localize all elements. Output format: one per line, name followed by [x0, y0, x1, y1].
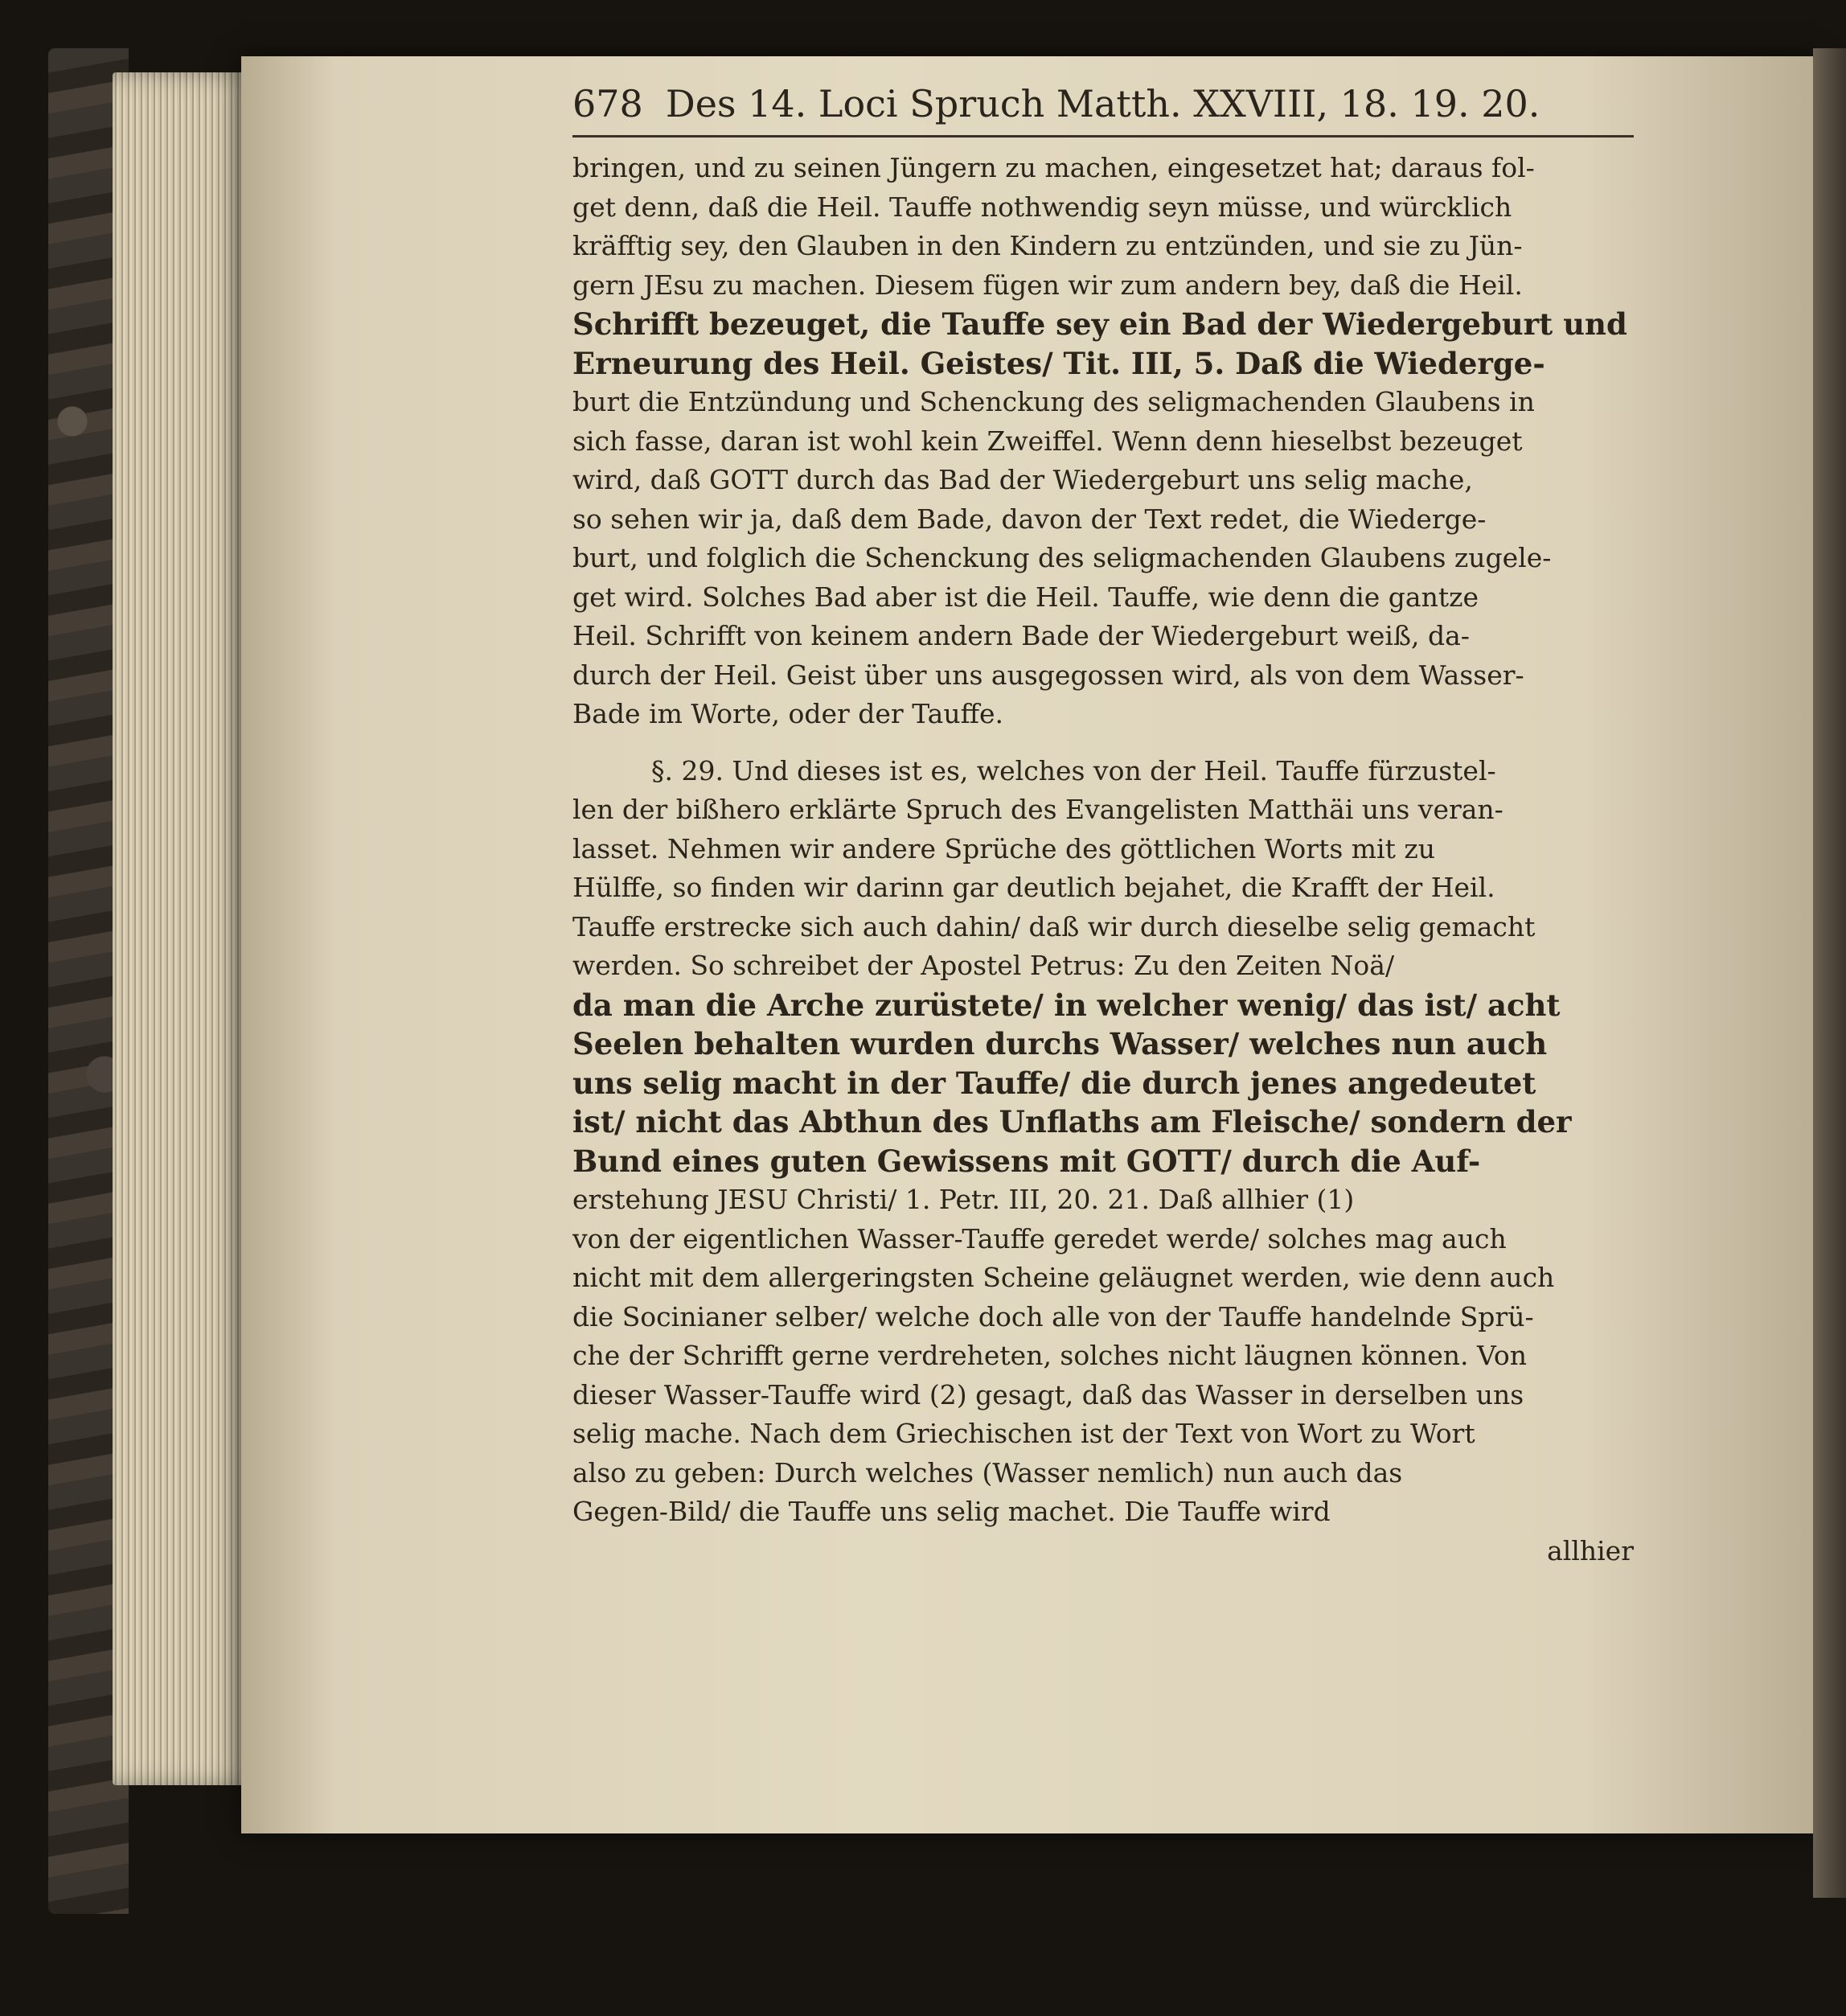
- text-line: erstehung JESU Christi/ 1. Petr. III, 20. 21. Daß allhier (1): [572, 1184, 1355, 1215]
- text-line: Heil. Schrifft von keinem andern Bade der Wiedergeburt weiß, da-: [572, 620, 1470, 651]
- text-line: also zu geben: Durch welches (Wasser nemlich) nun auch das: [572, 1456, 1403, 1488]
- text-line: lasset. Nehmen wir andere Sprüche des göttlichen Worts mit zu: [572, 832, 1435, 864]
- text-line: durch der Heil. Geist über uns ausgegossen wird, als von dem Wasser-: [572, 659, 1524, 691]
- text-line: Seelen behalten wurden durchs Wasser/ welches nun auch: [572, 1026, 1548, 1061]
- text-line: von der eigentlichen Wasser-Tauffe geredet werde/ solches mag auch: [572, 1222, 1507, 1254]
- text-line: len der bißhero erklärte Spruch des Evangelisten Matthäi uns veran-: [572, 794, 1503, 825]
- text-line: get wird. Solches Bad aber ist die Heil. Tauffe, wie denn die gantze: [572, 581, 1479, 613]
- page-edges: [113, 72, 257, 1785]
- text-line: so sehen wir ja, daß dem Bade, davon der Text redet, die Wiederge-: [572, 503, 1487, 535]
- facing-page-edge: [1813, 48, 1846, 1898]
- text-line: Bade im Worte, oder der Tauffe.: [572, 698, 1004, 729]
- catchword: allhier: [1547, 1534, 1634, 1566]
- text-line: burt, und folglich die Schenckung des seligmachenden Glaubens zugele-: [572, 542, 1552, 573]
- text-line: bringen, und zu seinen Jüngern zu machen, eingesetzet hat; daraus fol-: [572, 152, 1535, 183]
- text-line: Bund eines guten Gewissens mit GOTT/ durch die Auf-: [572, 1143, 1481, 1179]
- header-rule: [572, 135, 1634, 138]
- text-line: sich fasse, daran ist wohl kein Zweiffel. Wenn denn hieselbst bezeuget: [572, 425, 1523, 457]
- text-line: da man die Arche zurüstete/ in welcher wenig/ das ist/ acht: [572, 987, 1561, 1023]
- text-line: gern JEsu zu machen. Diesem fügen wir zum andern bey, daß die Heil.: [572, 269, 1523, 301]
- text-line: ist/ nicht das Abthun des Unflaths am Fleische/ sondern der: [572, 1104, 1572, 1139]
- text-line: Gegen-Bild/ die Tauffe uns selig machet. Die Tauffe wird: [572, 1496, 1331, 1527]
- text-line: uns selig macht in der Tauffe/ die durch jenes angedeutet: [572, 1065, 1536, 1101]
- text-line: §. 29. Und dieses ist es, welches von der Heil. Tauffe fürzustel-: [651, 754, 1496, 786]
- text-line: Schrifft bezeuget, die Tauffe sey ein Bad der Wiedergeburt und: [572, 306, 1627, 342]
- page-number: 678: [572, 82, 643, 125]
- text-line: get denn, daß die Heil. Tauffe nothwendig seyn müsse, und würcklich: [572, 191, 1512, 223]
- text-line: burt die Entzündung und Schenckung des seligmachenden Glaubens in: [572, 386, 1535, 417]
- text-line: Erneurung des Heil. Geistes/ Tit. III, 5. Daß die Wiederge-: [572, 345, 1545, 381]
- text-line: dieser Wasser-Tauffe wird (2) gesagt, daß das Wasser in derselben uns: [572, 1378, 1524, 1410]
- body-text: [572, 149, 1634, 1571]
- text-line: selig mache. Nach dem Griechischen ist der Text von Wort zu Wort: [572, 1418, 1475, 1449]
- text-line: die Socinianer selber/ welche doch alle von der Tauffe handelnde Sprü-: [572, 1300, 1534, 1332]
- text-line: che der Schrifft gerne verdreheten, solches nicht läugnen können. Von: [572, 1340, 1527, 1371]
- text-line: werden. So schreibet der Apostel Petrus: Zu den Zeiten Noä/: [572, 950, 1395, 981]
- text-line: nicht mit dem allergeringsten Scheine geläugnet werden, wie denn auch: [572, 1262, 1555, 1293]
- text-line: Hülffe, so finden wir darinn gar deutlich bejahet, die Krafft der Heil.: [572, 872, 1495, 903]
- text-line: wird, daß GOTT durch das Bad der Wiedergeburt uns selig mache,: [572, 464, 1473, 495]
- running-title: Des 14. Loci Spruch Matth. XXVIII, 18. 19. 20.: [665, 82, 1540, 125]
- running-header: [572, 82, 1634, 130]
- text-line: kräfftig sey, den Glauben in den Kindern zu entzünden, und sie zu Jün-: [572, 230, 1523, 261]
- text-line: Tauffe erstrecke sich auch dahin/ daß wir durch dieselbe selig gemacht: [572, 910, 1536, 942]
